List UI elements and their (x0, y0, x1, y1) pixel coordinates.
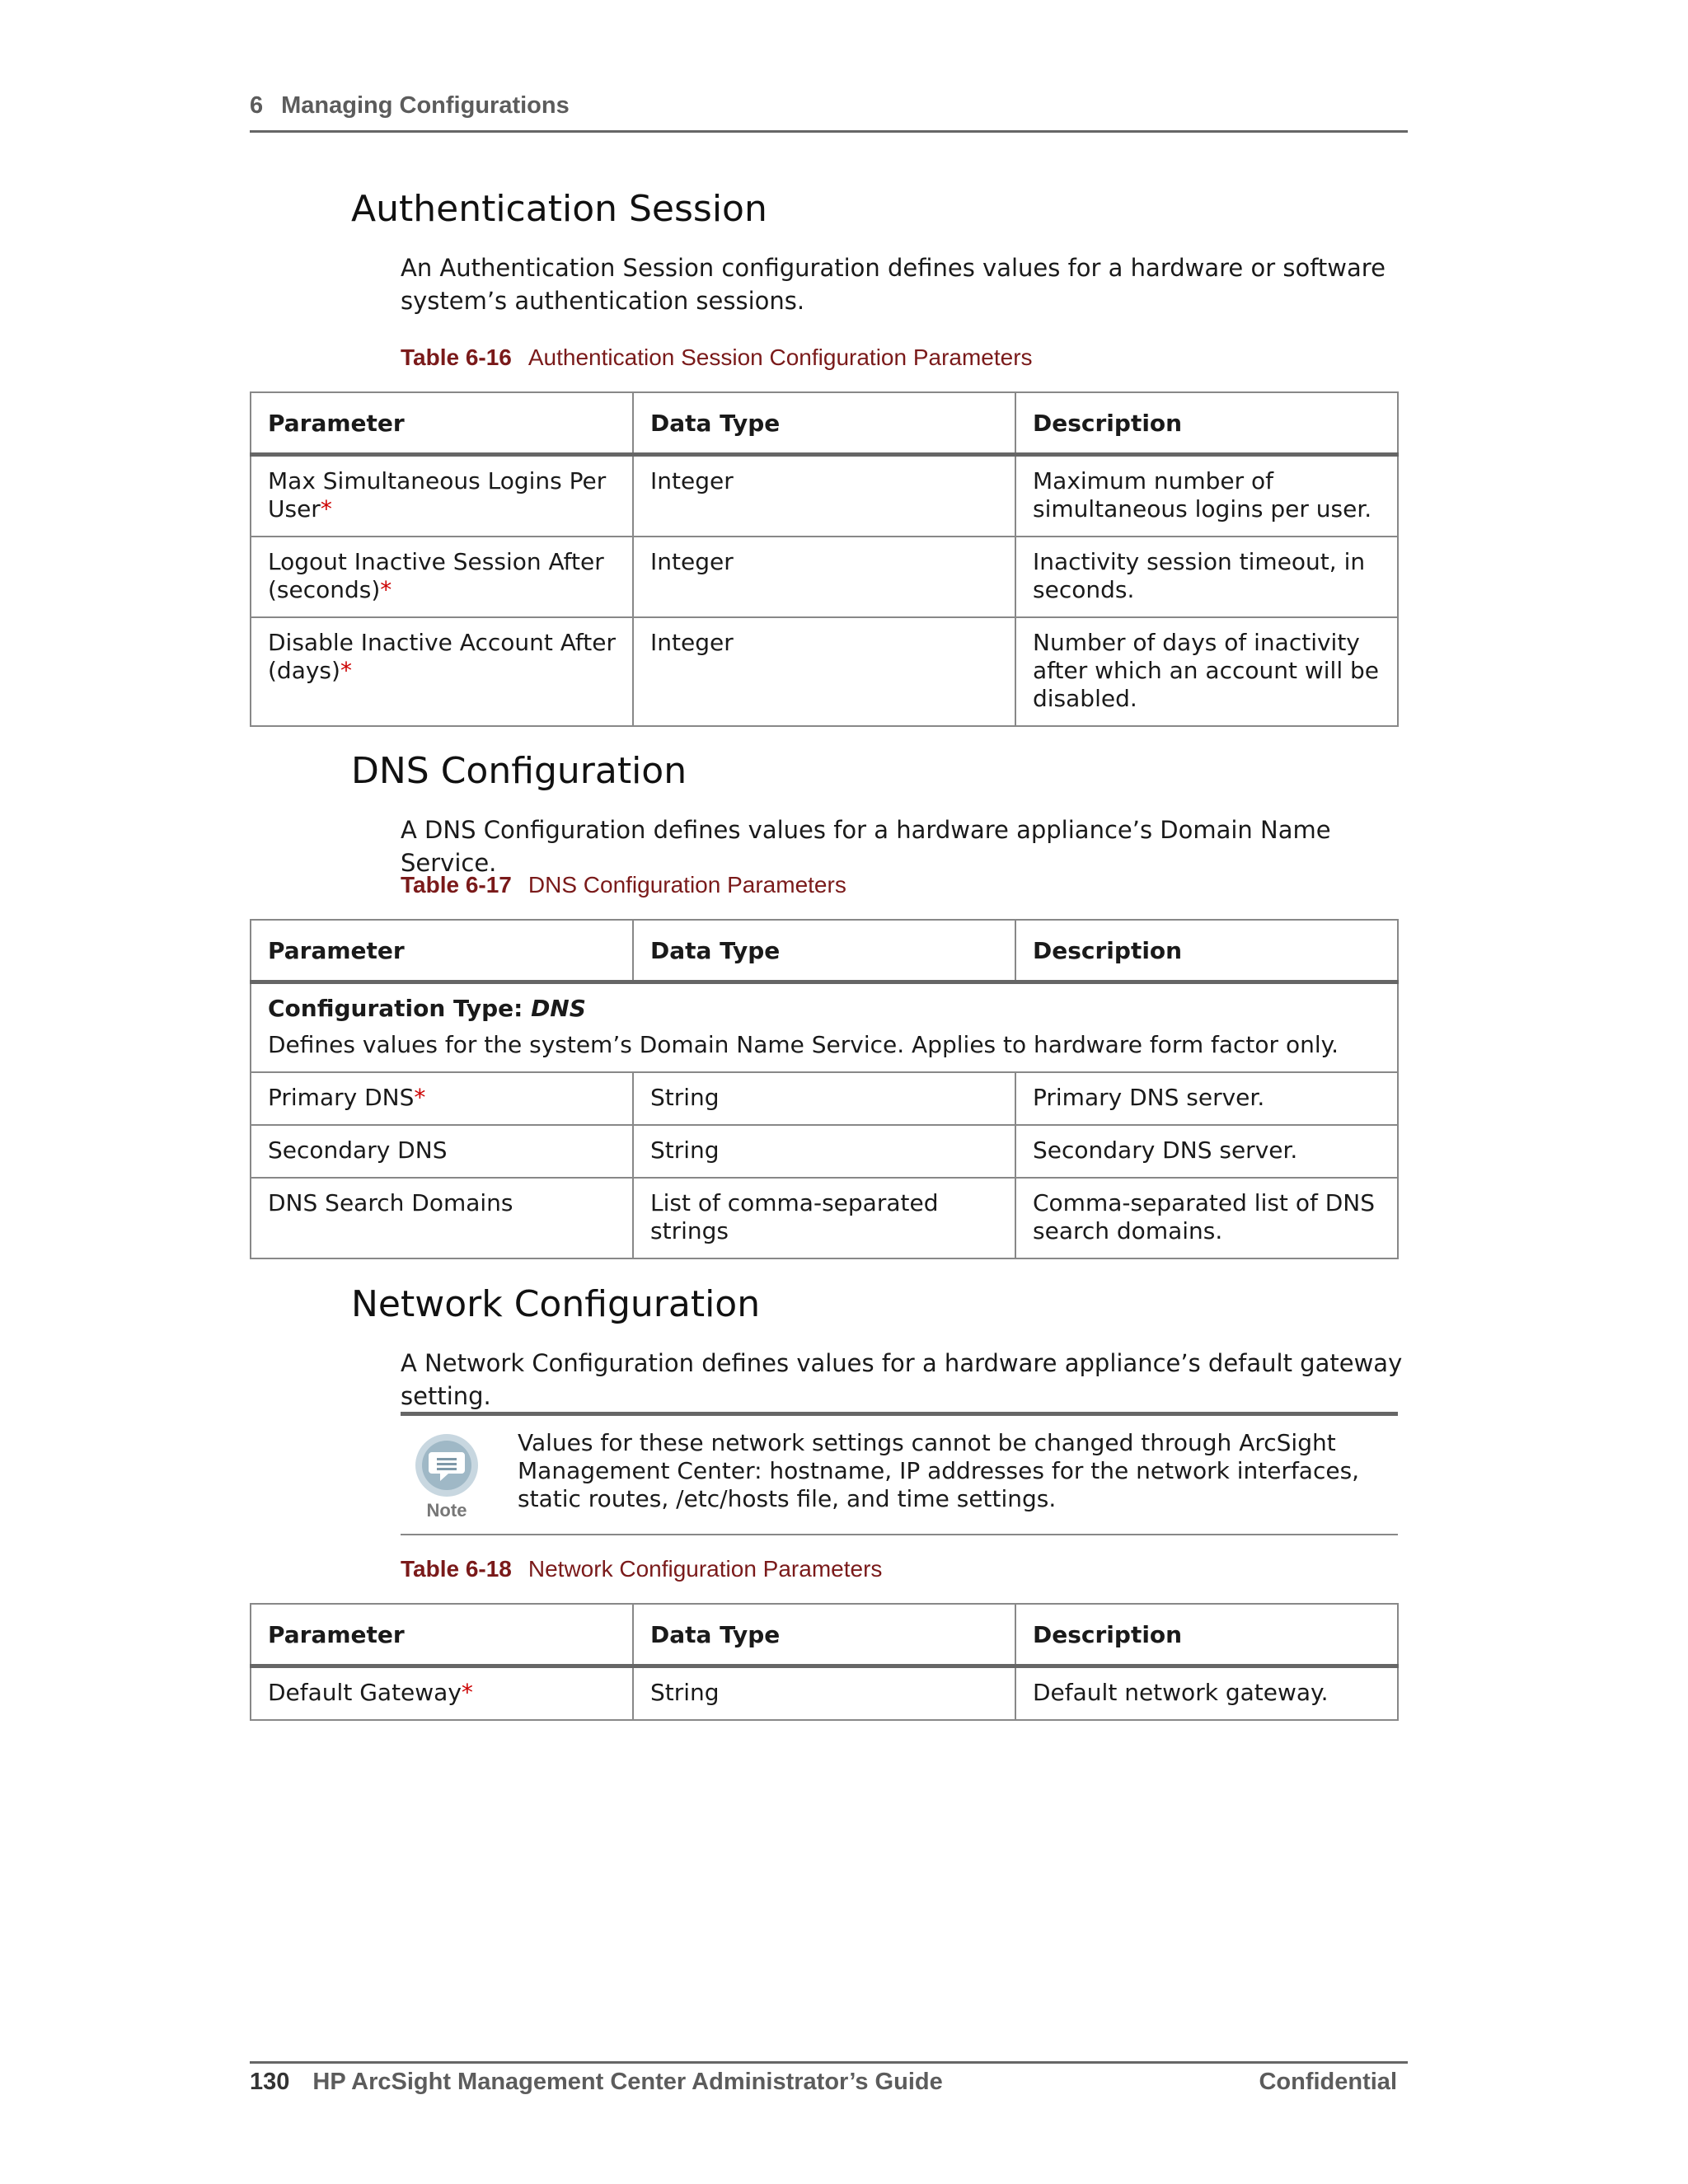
chapter-number: 6 (250, 92, 264, 119)
column-header-data-type: Data Type (633, 920, 1015, 982)
table-row (251, 537, 1398, 617)
classification-label: Confidential (1259, 2069, 1397, 2095)
required-marker: * (320, 495, 332, 523)
parameter-cell (251, 1666, 633, 1721)
data-type-cell: String (633, 1125, 1015, 1178)
note-callout (401, 1412, 1398, 1535)
config-type-value: DNS (531, 995, 586, 1022)
section-intro-authentication-session: An Authentication Session configuration defines values for a hardware or software system’s authentication sessions. (401, 254, 1386, 315)
caption-number: Table 6-16 (401, 344, 512, 370)
description-cell: Inactivity session timeout, in seconds. (1015, 537, 1398, 617)
config-type-heading (268, 995, 1381, 1023)
data-type-cell: String (633, 1666, 1015, 1721)
parameter-cell (251, 1125, 633, 1178)
config-type-label: Configuration Type: (268, 995, 532, 1022)
data-type-cell: Integer (633, 617, 1015, 726)
table-row (251, 1125, 1398, 1178)
caption-number: Table 6-18 (401, 1556, 512, 1582)
column-header-description: Description (1015, 920, 1398, 982)
parameter-cell (251, 455, 633, 537)
description-cell: Secondary DNS server. (1015, 1125, 1398, 1178)
note-icon (412, 1431, 481, 1521)
column-header-parameter: Parameter (251, 392, 633, 455)
column-header-description: Description (1015, 392, 1398, 455)
parameter-cell (251, 1072, 633, 1125)
dns-configuration-table (250, 919, 1399, 1259)
table-row (251, 455, 1398, 537)
note-text: Values for these network settings cannot be changed through ArcSight Management Center: hostname, IP addresses for the network interfaces, static routes, /etc/hosts file, and time settings. (518, 1429, 1360, 1512)
parameter-name: Logout Inactive Session After (seconds) (268, 548, 604, 603)
parameter-cell (251, 1178, 633, 1258)
section-title-authentication-session: Authentication Session (351, 188, 767, 230)
description-cell: Comma-separated list of DNS search domains. (1015, 1178, 1398, 1258)
table-caption-6-17 (401, 872, 846, 898)
document-title: HP ArcSight Management Center Administrator’s Guide (312, 2069, 943, 2095)
description-cell: Number of days of inactivity after which an account will be disabled. (1015, 617, 1398, 726)
network-configuration-table (250, 1603, 1399, 1721)
table-row (251, 617, 1398, 726)
caption-title: DNS Configuration Parameters (528, 872, 846, 898)
parameter-name: Primary DNS (268, 1084, 415, 1111)
parameter-name: DNS Search Domains (268, 1189, 513, 1216)
parameter-name: Disable Inactive Account After (days) (268, 629, 616, 684)
config-type-row (251, 982, 1398, 1073)
data-type-cell: Integer (633, 455, 1015, 537)
table-row (251, 1072, 1398, 1125)
data-type-cell: Integer (633, 537, 1015, 617)
chapter-title: Managing Configurations (281, 92, 570, 119)
caption-title: Authentication Session Configuration Parameters (528, 344, 1033, 370)
description-cell: Default network gateway. (1015, 1666, 1398, 1721)
table-header-row (251, 920, 1398, 982)
parameter-name: Max Simultaneous Logins Per User (268, 467, 607, 523)
column-header-data-type: Data Type (633, 392, 1015, 455)
section-title-dns-configuration: DNS Configuration (351, 750, 687, 792)
auth-session-table (250, 391, 1399, 727)
header-rule (250, 130, 1408, 133)
column-header-parameter: Parameter (251, 920, 633, 982)
table-header-row (251, 392, 1398, 455)
caption-title: Network Configuration Parameters (528, 1556, 883, 1582)
description-cell: Primary DNS server. (1015, 1072, 1398, 1125)
caption-number: Table 6-17 (401, 872, 512, 898)
note-icon-label: Note (426, 1500, 467, 1521)
table-header-row (251, 1604, 1398, 1666)
required-marker: * (414, 1084, 426, 1111)
parameter-name: Default Gateway (268, 1679, 462, 1706)
parameter-name: Secondary DNS (268, 1137, 448, 1164)
page-number: 130 (250, 2069, 290, 2095)
column-header-data-type: Data Type (633, 1604, 1015, 1666)
required-marker: * (380, 576, 392, 603)
table-caption-6-18 (401, 1556, 882, 1582)
required-marker: * (461, 1679, 473, 1706)
config-type-description: Defines values for the system’s Domain Name Service. Applies to hardware form factor only. (268, 1031, 1339, 1058)
parameter-cell (251, 617, 633, 726)
data-type-cell: List of comma-separated strings (633, 1178, 1015, 1258)
parameter-cell (251, 537, 633, 617)
section-intro-dns-configuration: A DNS Configuration defines values for a hardware appliance’s Domain Name Service. (401, 816, 1331, 877)
table-caption-6-16 (401, 344, 1033, 371)
data-type-cell: String (633, 1072, 1015, 1125)
section-title-network-configuration: Network Configuration (351, 1283, 761, 1325)
running-footer (250, 2069, 1397, 2096)
table-row (251, 1666, 1398, 1721)
section-intro-network-configuration: A Network Configuration defines values for a hardware appliance’s default gateway setting. (401, 1349, 1403, 1410)
required-marker: * (340, 657, 352, 684)
column-header-parameter: Parameter (251, 1604, 633, 1666)
config-type-cell (251, 982, 1398, 1073)
description-cell: Maximum number of simultaneous logins per user. (1015, 455, 1398, 537)
table-row (251, 1178, 1398, 1258)
running-header (250, 92, 1408, 120)
column-header-description: Description (1015, 1604, 1398, 1666)
footer-rule (250, 2061, 1408, 2064)
